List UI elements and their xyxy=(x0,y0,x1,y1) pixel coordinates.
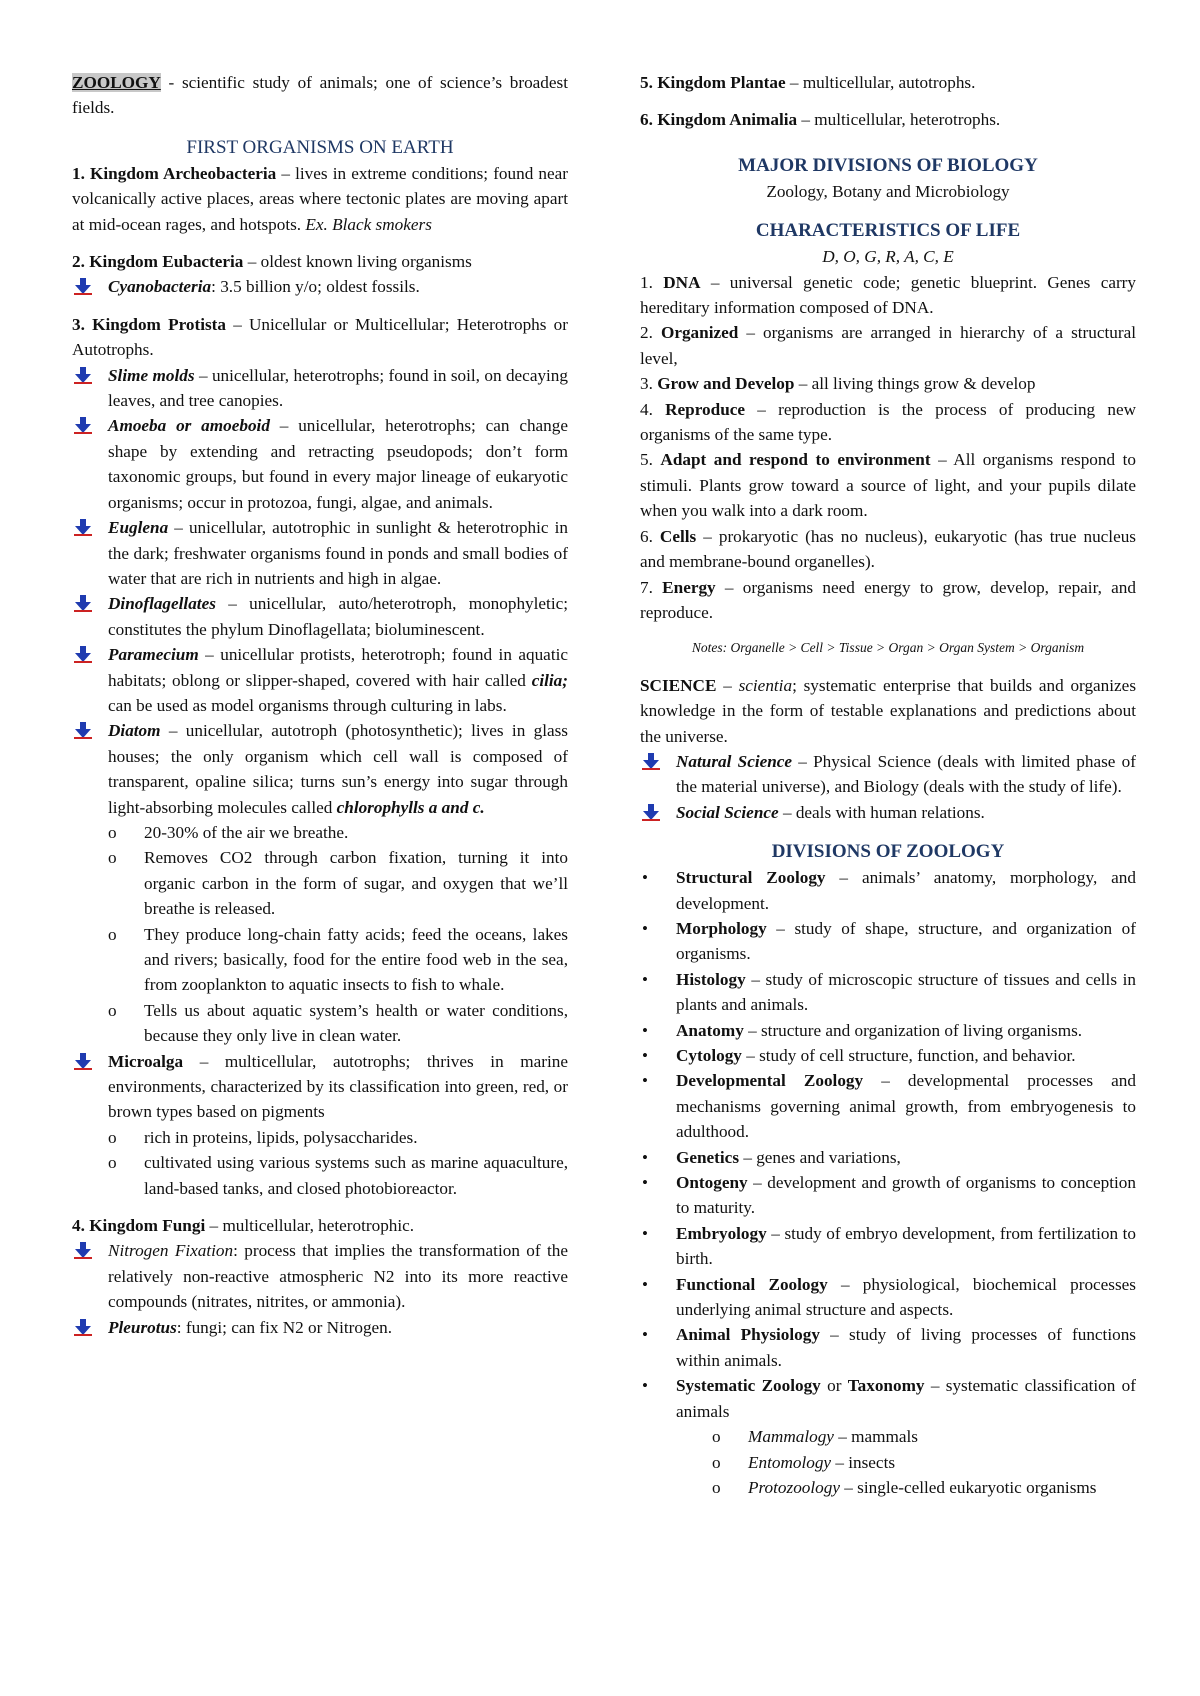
list-item: • Ontogeny – development and growth of organisms to conception to maturity. xyxy=(640,1170,1136,1221)
list-item: o They produce long-chain fatty acids; feed the oceans, lakes and rivers; basically, food for the entire food web in the sea, from zooplankton to aquatic insects to fish to whale. xyxy=(108,922,568,998)
heading-first-organisms: FIRST ORGANISMS ON EARTH xyxy=(186,136,454,158)
list-item: 4. Reproduce – reproduction is the process of producing new organisms of the same type. xyxy=(640,399,1137,445)
arrow-bullet-icon xyxy=(74,278,92,295)
arrow-bullet-icon xyxy=(74,1053,92,1070)
list-item: • Structural Zoology – animals’ anatomy, morphology, and development. xyxy=(640,865,1136,916)
list-item: o Mammalogy – mammals xyxy=(712,1424,1136,1449)
circle-bullet-icon: o xyxy=(712,1477,721,1497)
zoology-term: ZOOLOGY xyxy=(72,73,161,92)
list-item: 5. Adapt and respond to environment – All organisms respond to stimuli. Plants grow toward a source of light, and your pupils dilate when you walk into a dark room. xyxy=(640,450,1136,521)
diatom-sublist xyxy=(108,820,568,1049)
bullet-icon: • xyxy=(642,1274,648,1294)
characteristics-list xyxy=(640,270,1136,626)
bullet-icon: • xyxy=(642,868,648,888)
circle-bullet-icon: o xyxy=(712,1452,721,1472)
arrow-bullet-icon xyxy=(74,367,92,384)
list-item: • Anatomy – structure and organization of living organisms. xyxy=(640,1018,1136,1043)
notes: Notes: Organelle > Cell > Tissue > Organ > Organ System > Organism xyxy=(691,640,1085,656)
protista-list xyxy=(72,363,568,820)
heading-divisions-zoology: DIVISIONS OF ZOOLOGY xyxy=(771,841,1005,863)
bullet-icon: • xyxy=(642,1223,648,1243)
list-item: o cultivated using various systems such as marine aquaculture, land-based tanks, and closed photobioreactor. xyxy=(108,1150,568,1201)
heading-major-divisions: MAJOR DIVISIONS OF BIOLOGY xyxy=(738,154,1038,176)
list-item: 6. Cells – prokaryotic (has no nucleus), eukaryotic (has true nucleus and membrane-bound organelles). xyxy=(640,526,1136,572)
bullet-icon: • xyxy=(642,918,648,938)
list-item: Pleurotus: fungi; can fix N2 or Nitrogen. xyxy=(72,1315,568,1340)
list-item: Dinoflagellates – unicellular, auto/heterotroph, monophyletic; constitutes the phylum Dinoflagellata; bioluminescent. xyxy=(72,591,568,642)
kingdom-animalia: 6. Kingdom Animalia – multicellular, heterotrophs. xyxy=(640,110,1001,130)
list-item: Paramecium – unicellular protists, heterotroph; found in aquatic habitats; oblong or slipper-shaped, covered with hair called cilia; can be used as model organisms through culturing in labs. xyxy=(72,642,568,718)
microalga-sublist xyxy=(108,1125,568,1201)
list-item: Social Science – deals with human relations. xyxy=(640,800,1136,825)
bullet-icon: • xyxy=(642,1020,648,1040)
characteristics-acronym: D, O, G, R, A, C, E xyxy=(822,247,954,267)
arrow-bullet-icon xyxy=(642,804,660,821)
list-item: • Embryology – study of embryo development, from fertilization to birth. xyxy=(640,1221,1136,1272)
bullet-icon: • xyxy=(642,1071,648,1091)
list-item: • Animal Physiology – study of living processes of functions within animals. xyxy=(640,1322,1136,1373)
list-item: o Removes CO2 through carbon fixation, turning it into organic carbon in the form of sugar, and oxygen that we’ll breathe is released. xyxy=(108,845,568,921)
arrow-bullet-icon xyxy=(74,722,92,739)
list-item: Nitrogen Fixation: process that implies the transformation of the relatively non-reactive atmospheric N2 into its more reactive compounds (nitrates, nitrites, or ammonia). xyxy=(72,1238,568,1314)
zoology-intro: ZOOLOGY - scientific study of animals; one of science’s broadest fields. xyxy=(72,73,568,118)
bullet-icon: • xyxy=(642,1046,648,1065)
bullet-icon: • xyxy=(642,1173,648,1193)
list-item: Cyanobacteria: 3.5 billion y/o; oldest fossils. xyxy=(72,274,568,299)
arrow-bullet-icon xyxy=(74,595,92,612)
bullet-icon: • xyxy=(642,1376,648,1396)
microalga-list xyxy=(72,1049,568,1125)
circle-bullet-icon: o xyxy=(108,848,117,868)
kingdom-archeobacteria: 1. Kingdom Archeobacteria – lives in extreme conditions; found near volcanically active places, areas where tectonic plates are moving apart at mid-ocean rages, and hotspots. Ex. Black smokers xyxy=(72,163,568,234)
kingdom-plantae: 5. Kingdom Plantae – multicellular, autotrophs. xyxy=(640,73,976,92)
list-item: o 20-30% of the air we breathe. xyxy=(108,820,568,845)
science-definition: SCIENCE – scientia; systematic enterprise that builds and organizes knowledge in the form of testable explanations and predictions about the universe. xyxy=(640,675,1137,746)
systematic-sublist xyxy=(712,1424,1136,1500)
list-item: Amoeba or amoeboid – unicellular, heterotrophs; can change shape by extending and retracting pseudopods; don’t form taxonomic groups, but found in every major lineage of eukaryotic organisms; occur in protozoa, fungi, algae, and animals. xyxy=(72,413,568,515)
bullet-icon: • xyxy=(642,1147,648,1167)
list-item: Natural Science – Physical Science (deals with limited phase of the material universe), and Biology (deals with the study of life). xyxy=(640,749,1136,800)
kingdom-protista: 3. Kingdom Protista – Unicellular or Multicellular; Heterotrophs or Autotrophs. xyxy=(72,314,568,360)
bullet-icon: • xyxy=(642,1325,648,1345)
circle-bullet-icon: o xyxy=(712,1427,721,1447)
list-item: o rich in proteins, lipids, polysaccharides. xyxy=(108,1125,568,1150)
major-divisions-text: Zoology, Botany and Microbiology xyxy=(766,181,1010,201)
list-item: 1. DNA – universal genetic code; genetic blueprint. Genes carry hereditary information composed of DNA. xyxy=(640,272,1136,318)
arrow-bullet-icon xyxy=(74,646,92,663)
circle-bullet-icon: o xyxy=(108,822,117,842)
arrow-bullet-icon xyxy=(642,753,660,770)
list-item: • Cytology – study of cell structure, function, and behavior. xyxy=(640,1043,1136,1068)
divisions-list xyxy=(640,865,1136,1424)
kingdom-fungi: 4. Kingdom Fungi – multicellular, heterotrophic. xyxy=(72,1216,415,1236)
eubacteria-list xyxy=(72,274,568,299)
list-item: Microalga – multicellular, autotrophs; thrives in marine environments, characterized by its classification into green, red, or brown types based on pigments xyxy=(72,1049,568,1125)
list-item: o Entomology – insects xyxy=(712,1450,1136,1475)
list-item: Slime molds – unicellular, heterotrophs; found in soil, on decaying leaves, and tree canopies. xyxy=(72,363,568,414)
list-item: Diatom – unicellular, autotroph (photosynthetic); lives in glass houses; the only organism which cell wall is composed of transparent, opaline silica; turns sun’s energy into sugar through light-absorbing molecules called chlorophylls a and c. xyxy=(72,718,568,820)
list-item: 3. Grow and Develop – all living things grow & develop xyxy=(640,374,1036,394)
arrow-bullet-icon xyxy=(74,1242,92,1259)
circle-bullet-icon: o xyxy=(108,1127,117,1147)
list-item: • Genetics – genes and variations, xyxy=(640,1145,1136,1170)
list-item: Euglena – unicellular, autotrophic in sunlight & heterotrophic in the dark; freshwater organisms found in ponds and small bodies of water that are rich in nutrients and high in algae. xyxy=(72,515,568,591)
list-item: • Systematic Zoology or Taxonomy – systematic classification of animals xyxy=(640,1373,1136,1424)
circle-bullet-icon: o xyxy=(108,924,117,944)
list-item: • Morphology – study of shape, structure, and organization of organisms. xyxy=(640,916,1136,967)
list-item: • Developmental Zoology – developmental processes and mechanisms governing animal growth, from embryogenesis to adulthood. xyxy=(640,1068,1136,1144)
circle-bullet-icon: o xyxy=(108,1153,117,1173)
list-item: o Tells us about aquatic system’s health or water conditions, because they only live in clean water. xyxy=(108,998,568,1049)
heading-characteristics: CHARACTERISTICS OF LIFE xyxy=(755,220,1021,242)
arrow-bullet-icon xyxy=(74,519,92,536)
list-item: 2. Organized – organisms are arranged in hierarchy of a structural level, xyxy=(640,323,1136,368)
left-column xyxy=(72,70,568,1340)
fungi-list xyxy=(72,1238,568,1340)
bullet-icon: • xyxy=(642,969,648,989)
right-column xyxy=(640,70,1136,1500)
list-item: • Functional Zoology – physiological, biochemical processes underlying animal structure and aspects. xyxy=(640,1272,1136,1323)
arrow-bullet-icon xyxy=(74,417,92,434)
list-item: 7. Energy – organisms need energy to grow, develop, repair, and reproduce. xyxy=(640,577,1136,622)
circle-bullet-icon: o xyxy=(108,1000,117,1020)
arrow-bullet-icon xyxy=(74,1319,92,1336)
kingdom-eubacteria: 2. Kingdom Eubacteria – oldest known living organisms xyxy=(72,252,472,272)
list-item: o Protozoology – single-celled eukaryotic organisms xyxy=(712,1475,1136,1500)
science-list xyxy=(640,749,1136,825)
list-item: • Histology – study of microscopic structure of tissues and cells in plants and animals. xyxy=(640,967,1136,1018)
